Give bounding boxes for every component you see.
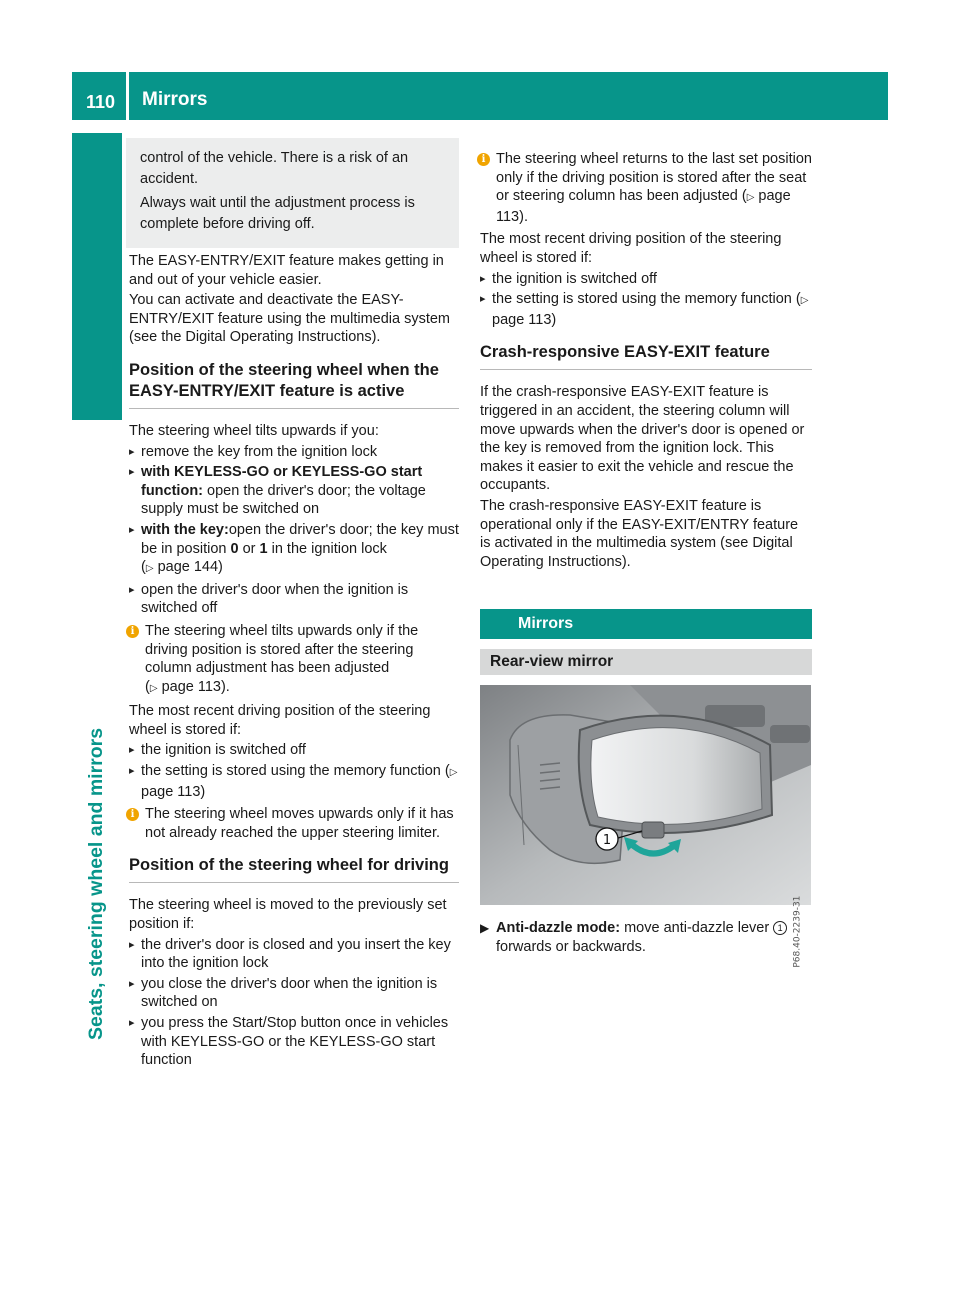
list-item: ▸ the ignition is switched off — [129, 741, 459, 760]
stored-intro: The most recent driving position of the steering wheel is stored if: — [480, 231, 782, 266]
tilts-list — [129, 443, 459, 618]
page-ref-arrow-icon: ▷ — [800, 295, 809, 307]
stored-list — [480, 270, 812, 330]
subsection-rear-view-mirror: Rear-view mirror — [480, 649, 812, 675]
info-icon: i — [126, 625, 139, 638]
crash-paragraph-2: The crash-responsive EASY-EXIT feature is operational only if the EASY-EXIT/ENTRY feature is activated in the multimedia system (see Digital Operating Instructions). — [480, 497, 799, 570]
warning-text-2: Always wait until the adjustment process is complete before driving off. — [140, 195, 415, 232]
list-item: ▸ you press the Start/Stop button once in vehicles with KEYLESS-GO or the KEYLESS-GO start function — [129, 1014, 459, 1070]
callout-ref-badge: 1 — [773, 921, 787, 935]
heading-crash-responsive: Crash-responsive EASY-EXIT feature — [480, 342, 812, 370]
crash-paragraph-1: If the crash-responsive EASY-EXIT feature is triggered in an accident, the steering column will move upwards when the driver's door is opened or the key is removed from the ignition lock. This makes it easier to exit the vehicle and rescue the occupants. — [480, 384, 805, 494]
header-divider — [126, 72, 129, 120]
page-title: Mirrors — [142, 89, 208, 110]
tilts-intro: The steering wheel tilts upwards if you: — [129, 422, 379, 439]
intro-paragraph-2: You can activate and deactivate the EASY-ENTRY/EXIT feature using the multimedia system (see the Digital Operating Instructions). — [129, 292, 451, 346]
page-ref-arrow-icon: ▷ — [145, 563, 154, 575]
page-ref-link[interactable]: page 144) — [157, 559, 223, 576]
heading-steering-driving: Position of the steering wheel for driving — [129, 855, 459, 883]
list-item: ▸ the ignition is switched off — [480, 270, 812, 289]
list-item: ▸ open the driver's door when the ignition is switched off — [129, 581, 459, 618]
page-ref-arrow-icon: ▷ — [449, 767, 458, 779]
page-ref-arrow-icon: ▷ — [746, 192, 755, 204]
action-step: ▶ Anti-dazzle mode: move anti-dazzle lever 1 forwards or backwards. — [480, 919, 812, 956]
list-item: ▸ with the key:open the driver's door; the key must be in position 0 or 1 in the ignition lock (▷ page 144) — [129, 521, 459, 579]
callout-number: 1 — [602, 833, 612, 849]
page-ref-link[interactable]: page 113). — [161, 678, 230, 695]
list-item: ▸ the driver's door is closed and you insert the key into the ignition lock — [129, 936, 459, 973]
intro-paragraph-1: The EASY-ENTRY/EXIT feature makes getting in and out of your vehicle easier. — [129, 253, 444, 288]
heading-steering-active: Position of the steering wheel when the EASY-ENTRY/EXIT feature is active — [129, 360, 459, 409]
info-icon: i — [477, 153, 490, 166]
page-ref-arrow-icon: ▷ — [149, 682, 158, 694]
stored-intro: The most recent driving position of the steering wheel is stored if: — [129, 703, 431, 738]
right-column — [480, 150, 812, 968]
page-ref-link[interactable]: page 113). — [496, 188, 791, 225]
list-item: ▸ the setting is stored using the memory function (▷ page 113) — [480, 290, 812, 329]
figure-code: P68.40-2239-31 — [792, 895, 803, 968]
page-ref-link[interactable]: page 113) — [492, 311, 557, 328]
moved-intro: The steering wheel is moved to the previously set position if: — [129, 897, 447, 933]
action-arrow-icon: ▶ — [480, 921, 490, 936]
side-tab-label: Seats, steering wheel and mirrors — [85, 727, 107, 1040]
side-tab-block — [72, 133, 122, 420]
page-number: 110 — [86, 92, 116, 112]
info-icon: i — [126, 808, 139, 821]
moved-list — [129, 936, 459, 1070]
info-note-1: i The steering wheel tilts upwards only if the driving position is stored after the steering column adjustment has been adjusted (▷ page 113). — [129, 622, 459, 698]
section-mirrors: Mirrors — [480, 609, 812, 639]
list-item: ▸ the setting is stored using the memory function (▷ page 113) — [129, 762, 459, 801]
info-note-3: i The steering wheel returns to the last set position only if the driving position is stored after the seat or steering column has been adjusted (▷ page 113). — [480, 150, 812, 226]
left-column — [129, 150, 459, 1072]
warning-box — [126, 138, 459, 248]
stored-list — [129, 741, 459, 801]
page-ref-link[interactable]: page 113) — [141, 783, 206, 800]
info-note-2: i The steering wheel moves upwards only if it has not already reached the upper steering limiter. — [129, 805, 459, 842]
list-item: ▸ with KEYLESS-GO or KEYLESS-GO start function: open the driver's door; the voltage supply must be switched on — [129, 463, 459, 519]
warning-text-1: control of the vehicle. There is a risk of an accident. — [140, 150, 409, 187]
list-item: ▸ you close the driver's door when the ignition is switched on — [129, 975, 459, 1012]
rear-view-mirror-illustration — [480, 685, 811, 905]
list-item: ▸ remove the key from the ignition lock — [129, 443, 459, 462]
